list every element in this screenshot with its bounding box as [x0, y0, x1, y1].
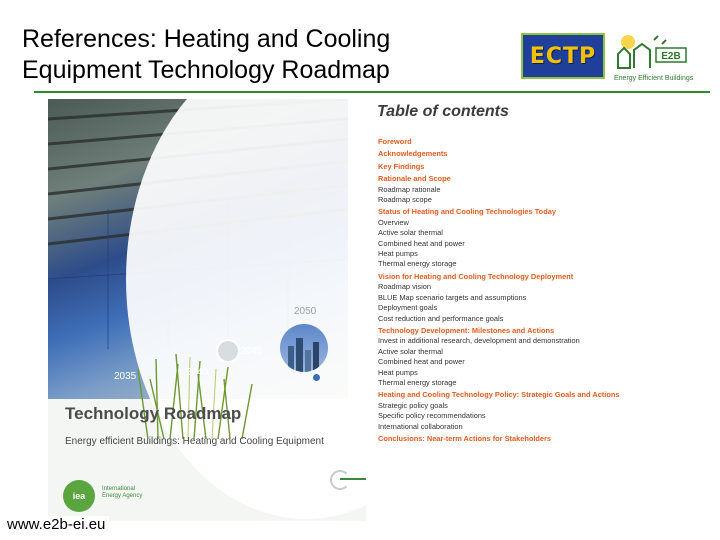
- toc-section-heading: Heating and Cooling Technology Policy: Strategic Goals and Actions: [378, 390, 620, 400]
- toc-title: Table of contents: [377, 103, 509, 120]
- ectp-logo: [521, 33, 605, 79]
- toc-entry: Thermal energy storage: [378, 259, 457, 269]
- cover-subtitle: Energy efficient Buildings: Heating and Cooling Equipment: [65, 436, 324, 447]
- title-divider: [34, 91, 710, 93]
- toc-section-heading: Acknowledgements: [378, 149, 448, 159]
- slide-title-line-1: References: Heating and Cooling: [22, 25, 391, 53]
- toc-list: [378, 137, 673, 444]
- toc-entry: Thermal energy storage: [378, 377, 457, 387]
- cover-white-arc: [126, 99, 366, 519]
- year-label: 2050: [294, 306, 317, 317]
- toc-entry: Active solar thermal: [378, 346, 443, 356]
- roadmap-cover: [48, 99, 366, 521]
- footer-url: www.e2b-ei.eu: [7, 516, 109, 533]
- timeline-dot-small: [313, 374, 320, 381]
- e2b-logo: [614, 30, 694, 82]
- year-label: 2040: [186, 367, 209, 378]
- cover-title: Technology Roadmap: [65, 404, 242, 423]
- city-skyline-image: [280, 324, 328, 372]
- toc-entry: International collaboration: [378, 421, 463, 431]
- year-label: 2045: [240, 346, 263, 357]
- toc-entry: BLUE Map scenario targets and assumptions: [378, 292, 527, 302]
- slide-title-line-2: Equipment Technology Roadmap: [22, 56, 390, 84]
- toc-section-heading: Key Findings: [378, 161, 425, 171]
- iea-logo: [63, 480, 95, 512]
- slide-title: [22, 24, 492, 86]
- toc-entry: Active solar thermal: [378, 228, 443, 238]
- toc-entry: Combined heat and power: [378, 357, 465, 367]
- toc-entry: Invest in additional research, development and demonstration: [378, 336, 580, 346]
- toc-entry: Specific policy recommendations: [378, 411, 486, 421]
- toc-section-heading: Conclusions: Near-term Actions for Stakeholders: [378, 433, 552, 443]
- toc-section-heading: Status of Heating and Cooling Technologies Today: [378, 207, 556, 217]
- table-of-contents: [370, 99, 675, 521]
- svg-text:E2B: E2B: [661, 51, 681, 62]
- cover-ornament: [330, 470, 350, 490]
- toc-section-heading: Technology Development: Milestones and Actions: [378, 325, 555, 335]
- e2b-logo-text: Energy Efficient Buildings: [614, 75, 694, 82]
- publisher-name: International Energy Agency: [102, 486, 143, 499]
- toc-entry: Heat pumps: [378, 367, 418, 377]
- toc-entry: Roadmap vision: [378, 282, 431, 292]
- grass-image: [128, 349, 268, 439]
- toc-entry: Cost reduction and performance goals: [378, 313, 504, 323]
- toc-section-heading: Foreword: [378, 137, 412, 146]
- iea-logo-text: iea: [72, 491, 86, 501]
- toc-entry: Heat pumps: [378, 249, 418, 259]
- timeline-dot: [216, 339, 240, 363]
- toc-entry: Deployment goals: [378, 303, 438, 313]
- toc-entry: Overview: [378, 217, 409, 227]
- toc-section-heading: Vision for Heating and Cooling Technology Deployment: [378, 271, 574, 281]
- toc-entry: Strategic policy goals: [378, 400, 448, 410]
- toc-entry: Roadmap scope: [378, 195, 432, 205]
- year-label: 2035: [114, 371, 137, 382]
- toc-entry: Roadmap rationale: [378, 184, 441, 194]
- cover-divider-right: [340, 478, 366, 480]
- toc-section-heading: Rationale and Scope: [378, 174, 451, 184]
- toc-entry: Combined heat and power: [378, 238, 465, 248]
- e2b-logo-mark: [614, 30, 690, 72]
- ectp-logo-text: ECTP: [529, 43, 597, 69]
- skyline-icon: [280, 324, 328, 372]
